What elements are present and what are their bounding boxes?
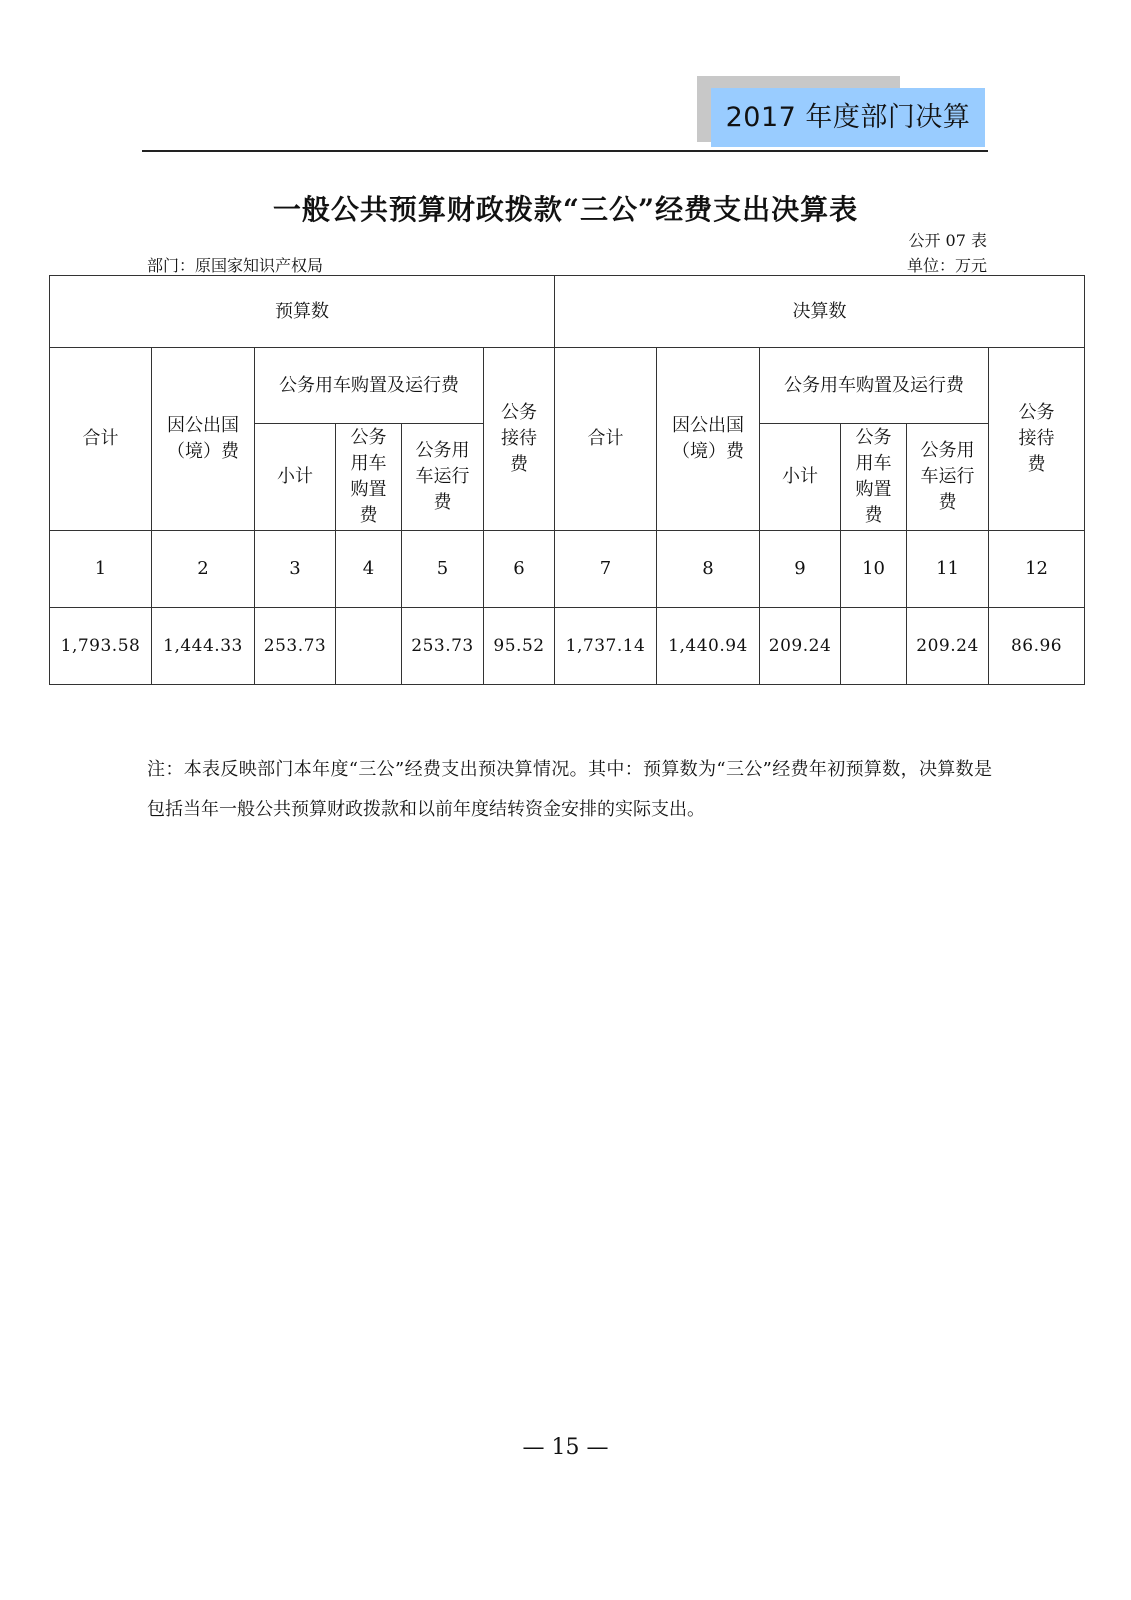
budget-operation-value: 253.73 xyxy=(402,608,484,685)
budget-operation-header: 公务用车运行费 xyxy=(402,424,484,531)
final-reception-value: 86.96 xyxy=(989,608,1085,685)
form-number: 公开 07 表 xyxy=(908,231,987,250)
expense-table xyxy=(49,275,1085,685)
budget-purchase-value xyxy=(336,608,402,685)
budget-reception-value: 95.52 xyxy=(484,608,555,685)
table-note: 注：本表反映部门本年度“三公”经费支出预决算情况。其中：预算数为“三公”经费年初预算数，决算数是包括当年一般公共预算财政拨款和以前年度结转资金安排的实际支出。 xyxy=(147,759,992,820)
column-number: 2 xyxy=(152,531,255,608)
final-purchase-header: 公务用车购置费 xyxy=(841,424,907,531)
budget-subtotal-header: 小计 xyxy=(255,424,336,531)
final-total-header: 合计 xyxy=(555,348,657,531)
column-number: 8 xyxy=(657,531,760,608)
final-operation-header: 公务用车运行费 xyxy=(907,424,989,531)
final-subtotal-value: 209.24 xyxy=(760,608,841,685)
final-reception-header: 公务接待费 xyxy=(989,348,1085,531)
page-number: — 15 — xyxy=(522,1435,609,1460)
column-number: 3 xyxy=(255,531,336,608)
budget-abroad-value: 1,444.33 xyxy=(152,608,255,685)
final-vehicle-header: 公务用车购置及运行费 xyxy=(760,348,989,424)
budget-total-header: 合计 xyxy=(50,348,152,531)
budget-vehicle-header: 公务用车购置及运行费 xyxy=(255,348,484,424)
column-number: 11 xyxy=(907,531,989,608)
final-subtotal-header: 小计 xyxy=(760,424,841,531)
column-number: 5 xyxy=(402,531,484,608)
final-operation-value: 209.24 xyxy=(907,608,989,685)
header-badge: 2017 年度部门决算 xyxy=(711,88,985,147)
budget-reception-header: 公务接待费 xyxy=(484,348,555,531)
column-number: 1 xyxy=(50,531,152,608)
final-group-header: 决算数 xyxy=(555,276,1085,348)
final-purchase-value xyxy=(841,608,907,685)
final-total-value: 1,737.14 xyxy=(555,608,657,685)
column-number: 7 xyxy=(555,531,657,608)
budget-total-value: 1,793.58 xyxy=(50,608,152,685)
final-abroad-header: 因公出国（境）费 xyxy=(657,348,760,531)
column-number: 4 xyxy=(336,531,402,608)
budget-subtotal-value: 253.73 xyxy=(255,608,336,685)
header-divider xyxy=(142,150,988,152)
unit-label: 单位：万元 xyxy=(906,256,987,275)
column-number: 12 xyxy=(989,531,1085,608)
budget-purchase-header: 公务用车购置费 xyxy=(336,424,402,531)
page-title: 一般公共预算财政拨款“三公”经费支出决算表 xyxy=(272,193,859,226)
column-number: 10 xyxy=(841,531,907,608)
department-label: 部门：原国家知识产权局 xyxy=(147,256,324,275)
budget-group-header: 预算数 xyxy=(50,276,555,348)
final-abroad-value: 1,440.94 xyxy=(657,608,760,685)
budget-abroad-header: 因公出国（境）费 xyxy=(152,348,255,531)
column-number: 6 xyxy=(484,531,555,608)
column-number: 9 xyxy=(760,531,841,608)
